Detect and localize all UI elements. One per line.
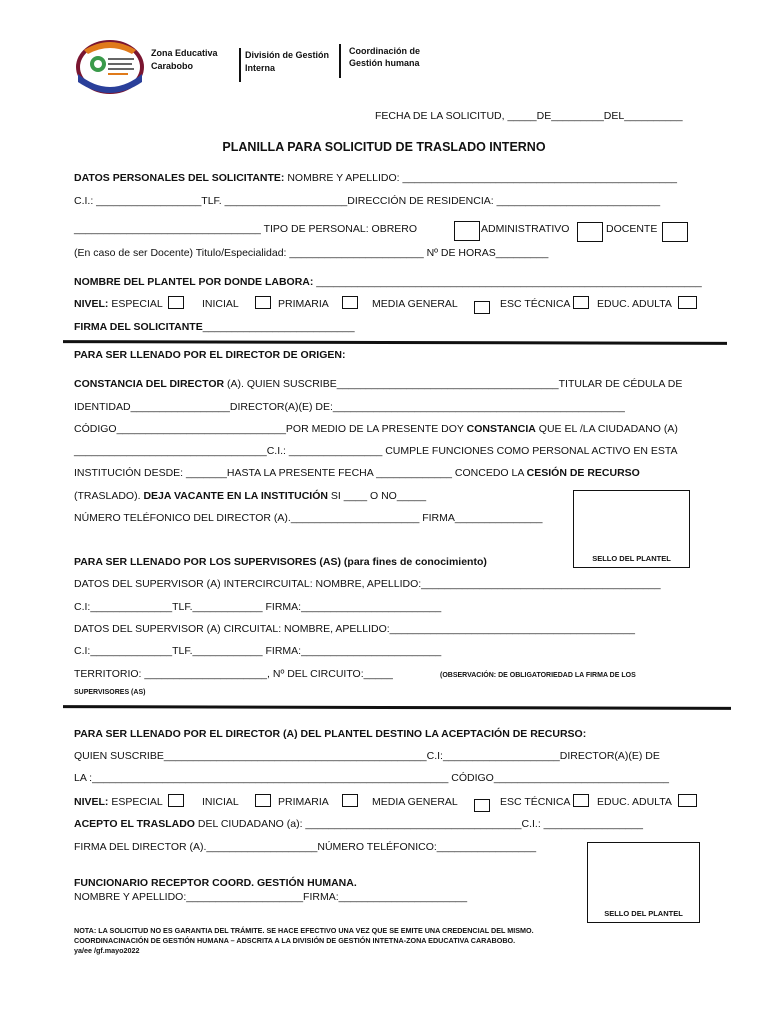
primaria-label: PRIMARIA [278, 796, 329, 808]
footer-note-2: COORDINACINACIÓN DE GESTIÓN HUMANA – ADSCRITA A LA DIVISIÓN DE GESTIÓN INTETNA-ZONA EDUCATIVA CARABOBO. [74, 936, 516, 945]
docente-checkbox[interactable] [662, 222, 688, 242]
primaria-label: PRIMARIA [278, 298, 329, 310]
school-code-line: LA :_____________________________________________________________ CÓDIGO______________________________ [74, 772, 670, 784]
ci-phone-address-line: C.I.: __________________TLF. _____________________DIRECCIÓN DE RESIDENCIA: ____________________________ [74, 195, 661, 207]
esc-tecnica-label: ESC TÉCNICA [500, 796, 571, 808]
hr-receiver-heading: FUNCIONARIO RECEPTOR COORD. GESTIÓN HUMANA. [74, 877, 357, 889]
inicial-checkbox[interactable] [255, 296, 271, 309]
org-zona-line1: Zona Educativa [151, 48, 218, 58]
director-certificate-line: CONSTANCIA DEL DIRECTOR (A). QUIEN SUSCRIBE______________________________________TITULAR DE CÉDULA DE [74, 378, 683, 390]
org-coord-line1: Coordinación de [349, 46, 421, 56]
destination-director-signature-line: FIRMA DEL DIRECTOR (A).___________________NÚMERO TELÉFONICO:_________________ [74, 841, 537, 853]
nivel-row-1 [74, 298, 163, 311]
org-division-line1: División de Gestión [245, 50, 330, 60]
org-division-line2: Interna [245, 63, 276, 73]
inicial-label: INICIAL [202, 298, 239, 310]
header-divider [339, 44, 341, 78]
director-phone-line: NÚMERO TELÉFONICO DEL DIRECTOR (A).______________________ FIRMA_______________ [74, 512, 543, 524]
nivel-label: NIVEL: [74, 298, 109, 310]
media-general-checkbox[interactable] [474, 301, 490, 314]
specialty-hours-line: (En caso de ser Docente) Titulo/Especialidad: _______________________ Nº DE HORAS_________ [74, 247, 549, 259]
circuit-ci-line: C.I:______________TLF.____________ FIRMA:________________________ [74, 645, 442, 657]
media-general-label: MEDIA GENERAL [372, 298, 458, 310]
media-general-label: MEDIA GENERAL [372, 796, 458, 808]
administrativo-label: ADMINISTRATIVO [481, 223, 570, 235]
destination-director-heading: PARA SER LLENADO POR EL DIRECTOR (A) DEL PLANTEL DESTINO LA ACEPTACIÓN DE RECURSO: [74, 728, 587, 740]
destination-school-seal-box: SELLO DEL PLANTEL [587, 842, 700, 923]
esc-tecnica-checkbox-2[interactable] [573, 794, 589, 807]
educ-adulta-checkbox[interactable] [678, 296, 697, 309]
footer-reference: ya/ee /gf.mayo2022 [74, 946, 140, 955]
esc-tecnica-label: ESC TÉCNICA [500, 298, 571, 310]
request-date-line: FECHA DE LA SOLICITUD, _____DE_________DEL__________ [375, 110, 683, 122]
media-general-checkbox-2[interactable] [474, 799, 490, 812]
administrativo-checkbox[interactable] [577, 222, 603, 242]
obrero-checkbox[interactable] [454, 221, 480, 241]
especial-label: ESPECIAL [111, 298, 163, 310]
especial-label: ESPECIAL [111, 796, 163, 808]
header-divider [239, 48, 241, 82]
territory-line: TERRITORIO: _____________________, Nº DEL CIRCUITO:_____ [74, 668, 393, 680]
especial-checkbox-2[interactable] [168, 794, 184, 807]
esc-tecnica-checkbox[interactable] [573, 296, 589, 309]
especial-checkbox[interactable] [168, 296, 184, 309]
code-certificate-line: CÓDIGO_____________________________POR MEDIO DE LA PRESENTE DOY CONSTANCIA QUE EL /LA CIUDADANO (A) [74, 423, 678, 435]
zona-educativa-logo [74, 38, 146, 96]
primaria-checkbox-2[interactable] [342, 794, 358, 807]
circuit-supervisor-line: DATOS DEL SUPERVISOR (A) CIRCUITAL: NOMBRE, APELLIDO:__________________________________________ [74, 623, 635, 635]
primaria-checkbox[interactable] [342, 296, 358, 309]
observation-note-cont: SUPERVISORES (AS) [74, 689, 146, 696]
footer-note-1: NOTA: LA SOLICITUD NO ES GARANTIA DEL TRÁMITE. SE HACE EFECTIVO UNA VEZ QUE SE EMITE UNA CREDENCIAL DEL MISMO. [74, 926, 534, 935]
receiver-name-signature-line: NOMBRE Y APELLIDO:____________________FIRMA:______________________ [74, 891, 468, 903]
personnel-type-line: ________________________________ TIPO DE PERSONAL: OBRERO [74, 223, 418, 235]
undersigned-line: QUIEN SUSCRIBE_____________________________________________C.I:____________________DIRECTOR(A)(E) DE [74, 750, 660, 762]
origin-school-seal-box: SELLO DEL PLANTEL [573, 490, 690, 568]
educ-adulta-label: EDUC. ADULTA [597, 796, 672, 808]
active-staff-line: _________________________________C.I.: ________________ CUMPLE FUNCIONES COMO PERSONAL ACTIVO EN ESTA [74, 445, 678, 457]
identity-line: IDENTIDAD_________________DIRECTOR(A)(E) DE:__________________________________________________ [74, 401, 625, 413]
applicant-signature-line: FIRMA DEL SOLICITANTE__________________________ [74, 321, 355, 333]
form-title: PLANILLA PARA SOLICITUD DE TRASLADO INTERNO [222, 140, 546, 154]
org-coord-line2: Gestión humana [349, 58, 420, 68]
inicial-label: INICIAL [202, 796, 239, 808]
intercircuit-supervisor-line: DATOS DEL SUPERVISOR (A) INTERCIRCUITAL: NOMBRE, APELLIDO:_________________________________________ [74, 578, 661, 590]
educ-adulta-label: EDUC. ADULTA [597, 298, 672, 310]
nivel-label: NIVEL: [74, 796, 109, 808]
supervisors-heading: PARA SER LLENADO POR LOS SUPERVISORES (AS) (para fines de conocimiento) [74, 556, 487, 568]
educ-adulta-checkbox-2[interactable] [678, 794, 697, 807]
nivel-row-2 [74, 796, 163, 809]
personal-data-line: DATOS PERSONALES DEL SOLICITANTE: NOMBRE Y APELLIDO: _______________________________________________ [74, 172, 677, 184]
institution-since-line: INSTITUCIÓN DESDE: _______HASTA LA PRESENTE FECHA _____________ CONCEDO LA CESIÓN DE RECURSO [74, 467, 640, 479]
section-divider [63, 340, 727, 344]
intercircuit-ci-line: C.I:______________TLF.____________ FIRMA:________________________ [74, 601, 442, 613]
vacancy-line: (TRASLADO). DEJA VACANTE EN LA INSTITUCIÓN SI ____ O NO_____ [74, 490, 427, 502]
header [0, 0, 768, 100]
origin-director-heading: PARA SER LLENADO POR EL DIRECTOR DE ORIGEN: [74, 349, 346, 361]
org-zona-line2: Carabobo [151, 61, 194, 71]
observation-note: (OBSERVACIÓN: DE OBLIGATORIEDAD LA FIRMA DE LOS [440, 672, 636, 679]
section-divider [63, 705, 731, 709]
inicial-checkbox-2[interactable] [255, 794, 271, 807]
docente-label: DOCENTE [606, 223, 658, 235]
accept-transfer-line: ACEPTO EL TRASLADO DEL CIUDADANO (a): _____________________________________C.I.: _________________ [74, 818, 643, 830]
school-name-line: NOMBRE DEL PLANTEL POR DONDE LABORA: __________________________________________________________________ [74, 276, 702, 288]
